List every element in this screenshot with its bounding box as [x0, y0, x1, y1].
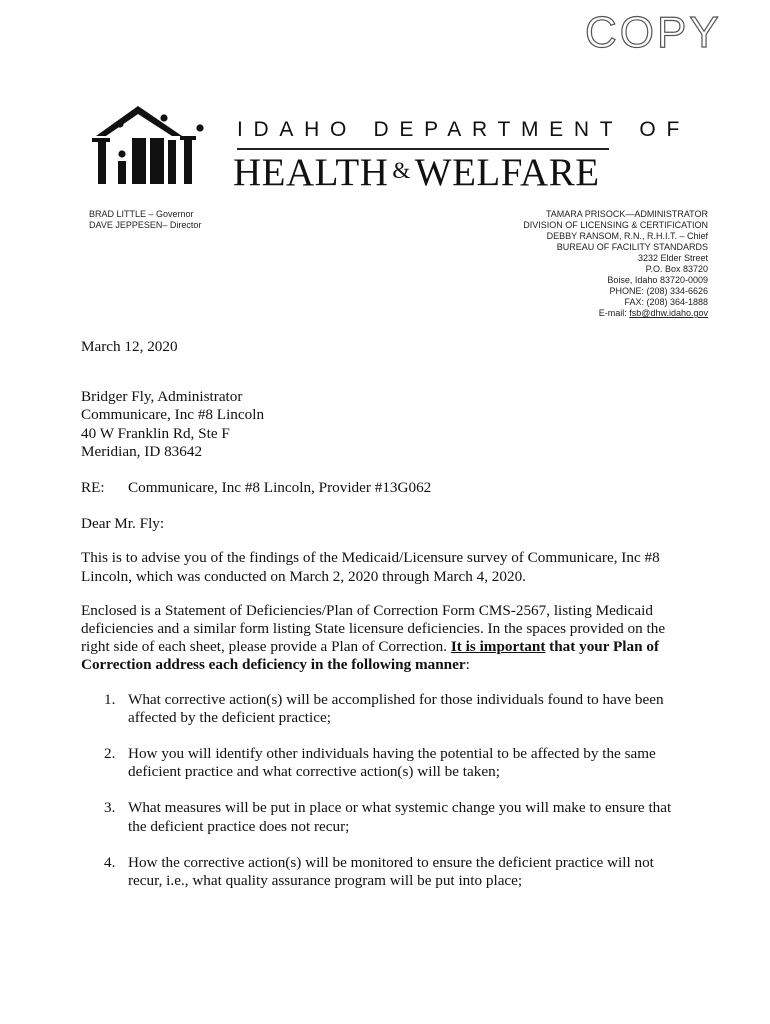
official-governor: BRAD LITTLE – Governor: [89, 209, 194, 219]
address-line: Meridian, ID 83642: [81, 442, 203, 460]
agency-name-line2: [233, 150, 600, 195]
copy-stamp: COPY: [585, 8, 722, 57]
para2-emphasis: that your Plan of Correction address each deficiency in the following manner: [81, 638, 660, 674]
list-item: [104, 745, 681, 781]
paragraph-enclosed: [81, 602, 681, 675]
para2-colon: :: [465, 656, 470, 674]
re-label: RE:: [81, 479, 105, 497]
agency-name-line1: IDAHO DEPARTMENT OF: [237, 118, 690, 141]
list-item-number: 1.: [104, 690, 116, 708]
address-line: 40 W Franklin Rd, Ste F: [81, 424, 230, 442]
address-line: Bridger Fly, Administrator: [81, 388, 243, 406]
list-item-number: 4.: [104, 853, 116, 871]
subject-line: [81, 479, 681, 497]
para2-emphasis-underlined: It is important: [450, 638, 546, 656]
salutation: Dear Mr. Fly:: [81, 515, 165, 533]
contact-division: DIVISION OF LICENSING & CERTIFICATION: [523, 220, 708, 230]
agency-welfare: WELFARE: [414, 151, 600, 194]
contact-block: [523, 209, 708, 319]
list-item-number: 2.: [104, 745, 116, 763]
list-item-number: 3.: [104, 799, 116, 817]
list-item-text: How you will identify other individuals having the potential to be affected by the same deficient practice and what corrective action(s) will be taken;: [128, 745, 656, 781]
list-item: [104, 799, 681, 835]
recipient-address: [81, 388, 681, 461]
paragraph-findings: This is to advise you of the findings of the Medicaid/Licensure survey of Communicare, Inc #8 Lincoln, which was conducted on March 2, 2020 through March 4, 2020.: [81, 549, 660, 585]
correction-requirements-list: [81, 691, 681, 891]
contact-po-box: P.O. Box 83720: [645, 264, 708, 274]
list-item: [104, 690, 681, 727]
letter-date: March 12, 2020: [81, 338, 178, 355]
contact-city: Boise, Idaho 83720-0009: [607, 275, 708, 285]
list-item-text: What measures will be put in place or what systemic change you will make to ensure that the deficient practice does not recur;: [128, 799, 672, 835]
list-item-text: How the corrective action(s) will be monitored to ensure the deficient practice will not recur, i.e., what quality assurance program will be put into place;: [128, 853, 654, 890]
re-text: Communicare, Inc #8 Lincoln, Provider #13G062: [128, 479, 432, 497]
contact-phone: PHONE: (208) 334-6626: [609, 286, 708, 296]
contact-street: 3232 Elder Street: [637, 253, 708, 263]
email-label: E-mail:: [598, 308, 630, 318]
list-item: [104, 853, 681, 890]
contact-bureau: BUREAU OF FACILITY STANDARDS: [556, 242, 708, 252]
idhw-house-people-logo: [86, 104, 216, 190]
letter-body: [81, 338, 681, 908]
agency-health: HEALTH: [233, 151, 389, 194]
officials-list: [89, 209, 201, 231]
contact-email: [523, 308, 708, 319]
contact-administrator: TAMARA PRISOCK—ADMINISTRATOR: [545, 209, 708, 219]
contact-fax: FAX: (208) 364-1888: [624, 297, 708, 307]
official-director: DAVE JEPPESEN– Director: [89, 220, 202, 230]
contact-chief: DEBBY RANSOM, R.N., R.H.I.T. – Chief: [546, 231, 708, 241]
email-link[interactable]: fsb@dhw.idaho.gov: [629, 308, 708, 318]
address-line: Communicare, Inc #8 Lincoln: [81, 406, 265, 424]
agency-ampersand: &: [392, 158, 411, 183]
para2-text: Enclosed is a Statement of Deficiencies/Plan of Correction Form CMS-2567, listing Medicaid deficiencies and a similar form listing State licensure deficiencies. In the spaces provided on the right side of each sheet, please provide a Plan of Correction.: [81, 601, 666, 656]
list-item-text: What corrective action(s) will be accomplished for those individuals found to have been affected by the deficient practice;: [128, 690, 664, 726]
